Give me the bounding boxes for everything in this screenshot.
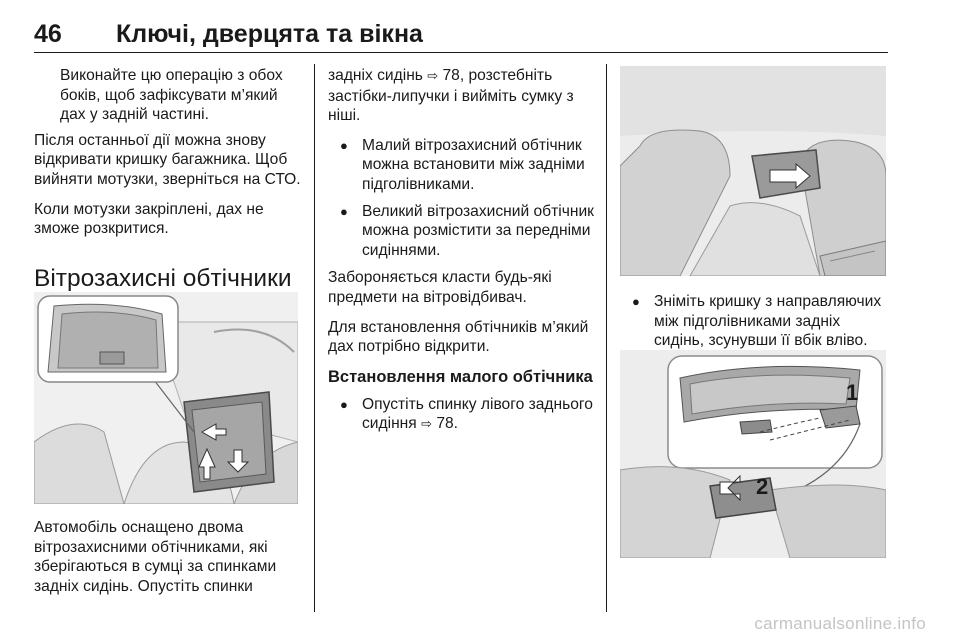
page-number: 46 [34, 20, 62, 48]
subheading-small-deflector-installation: Встановлення малого обтічника [328, 367, 593, 386]
page-header [34, 18, 888, 53]
list-item: ● Зніміть кришку з направляючих між підголівниками задніх сидінь, зсунувши її вбік вліво. [620, 292, 888, 351]
figure-wind-deflector-bag-illustration [34, 292, 298, 504]
list-item-tail: 78. [431, 415, 458, 433]
paragraph-unfasten-bag [328, 66, 596, 126]
deflector-options-list [328, 136, 596, 261]
paragraph-unfasten-bag-text: задніх сидінь [328, 67, 428, 84]
list-item-text: Опустіть спинку лівого заднього сидіння [362, 395, 593, 433]
column-divider-right [606, 64, 607, 612]
page-reference-icon: ⇨ [421, 417, 432, 433]
column-3 [620, 292, 888, 359]
paragraph-open-trunk: Після останньої дії можна знову відкривати кришку багажника. Щоб вийняти мотузки, зверніться на СТО. [34, 131, 301, 188]
chapter-title: Ключі, дверцята та вікна [116, 20, 423, 48]
figure-label-2: 2 [756, 474, 769, 499]
paragraph-deflectors-stored: Автомобіль оснащено двома вітрозахисними обтічниками, які зберігаються в сумці за спинками задніх сидінь. Опустіть спинки [34, 519, 277, 595]
paragraph-roof-locked: Коли мотузки закріплені, дах не зможе розкритися. [34, 200, 264, 238]
figure-headrest-cover [620, 66, 886, 276]
list-item: ● Малий вітрозахисний обтічник можна встановити між задніми підголівниками. [328, 136, 596, 195]
column-2 [328, 66, 596, 443]
figure-mirror-cover-steps-illustration [620, 350, 886, 558]
paragraph-unfasten-bag-tail: 78, розстебніть застібки-липучки і вийміть сумку з ніші. [328, 67, 574, 125]
footer-watermark: carmanualsonline.info [754, 614, 926, 633]
figure-mirror-cover-steps [620, 350, 886, 558]
paragraph-open-roof: Для встановлення обтічників м’який дах потрібно відкрити. [328, 318, 589, 356]
cover-removal-steps-list [620, 292, 888, 351]
list-item: ● Великий вітрозахисний обтічник можна розмістити за передніми сидіннями. [328, 202, 596, 261]
column-divider-left [314, 64, 315, 612]
figure-headrest-cover-illustration [620, 66, 886, 276]
figure-wind-deflector-bag [34, 292, 298, 504]
figure-label-1: 1 [846, 380, 859, 405]
paragraph-no-objects-warning: Забороняється класти будь-які предмети на вітровідбивач. [328, 269, 552, 306]
column-1-bottom [34, 518, 302, 606]
continuation-paragraph: Виконайте цю операцію з обох боків, щоб зафіксувати м’який дах у задній частині. [60, 67, 283, 124]
list-item [328, 395, 596, 435]
page-reference-icon: ⇨ [427, 69, 439, 84]
installation-steps-list [328, 395, 596, 435]
column-1 [34, 66, 302, 311]
section-title-wind-deflectors: Вітрозахисні обтічники [34, 264, 292, 292]
